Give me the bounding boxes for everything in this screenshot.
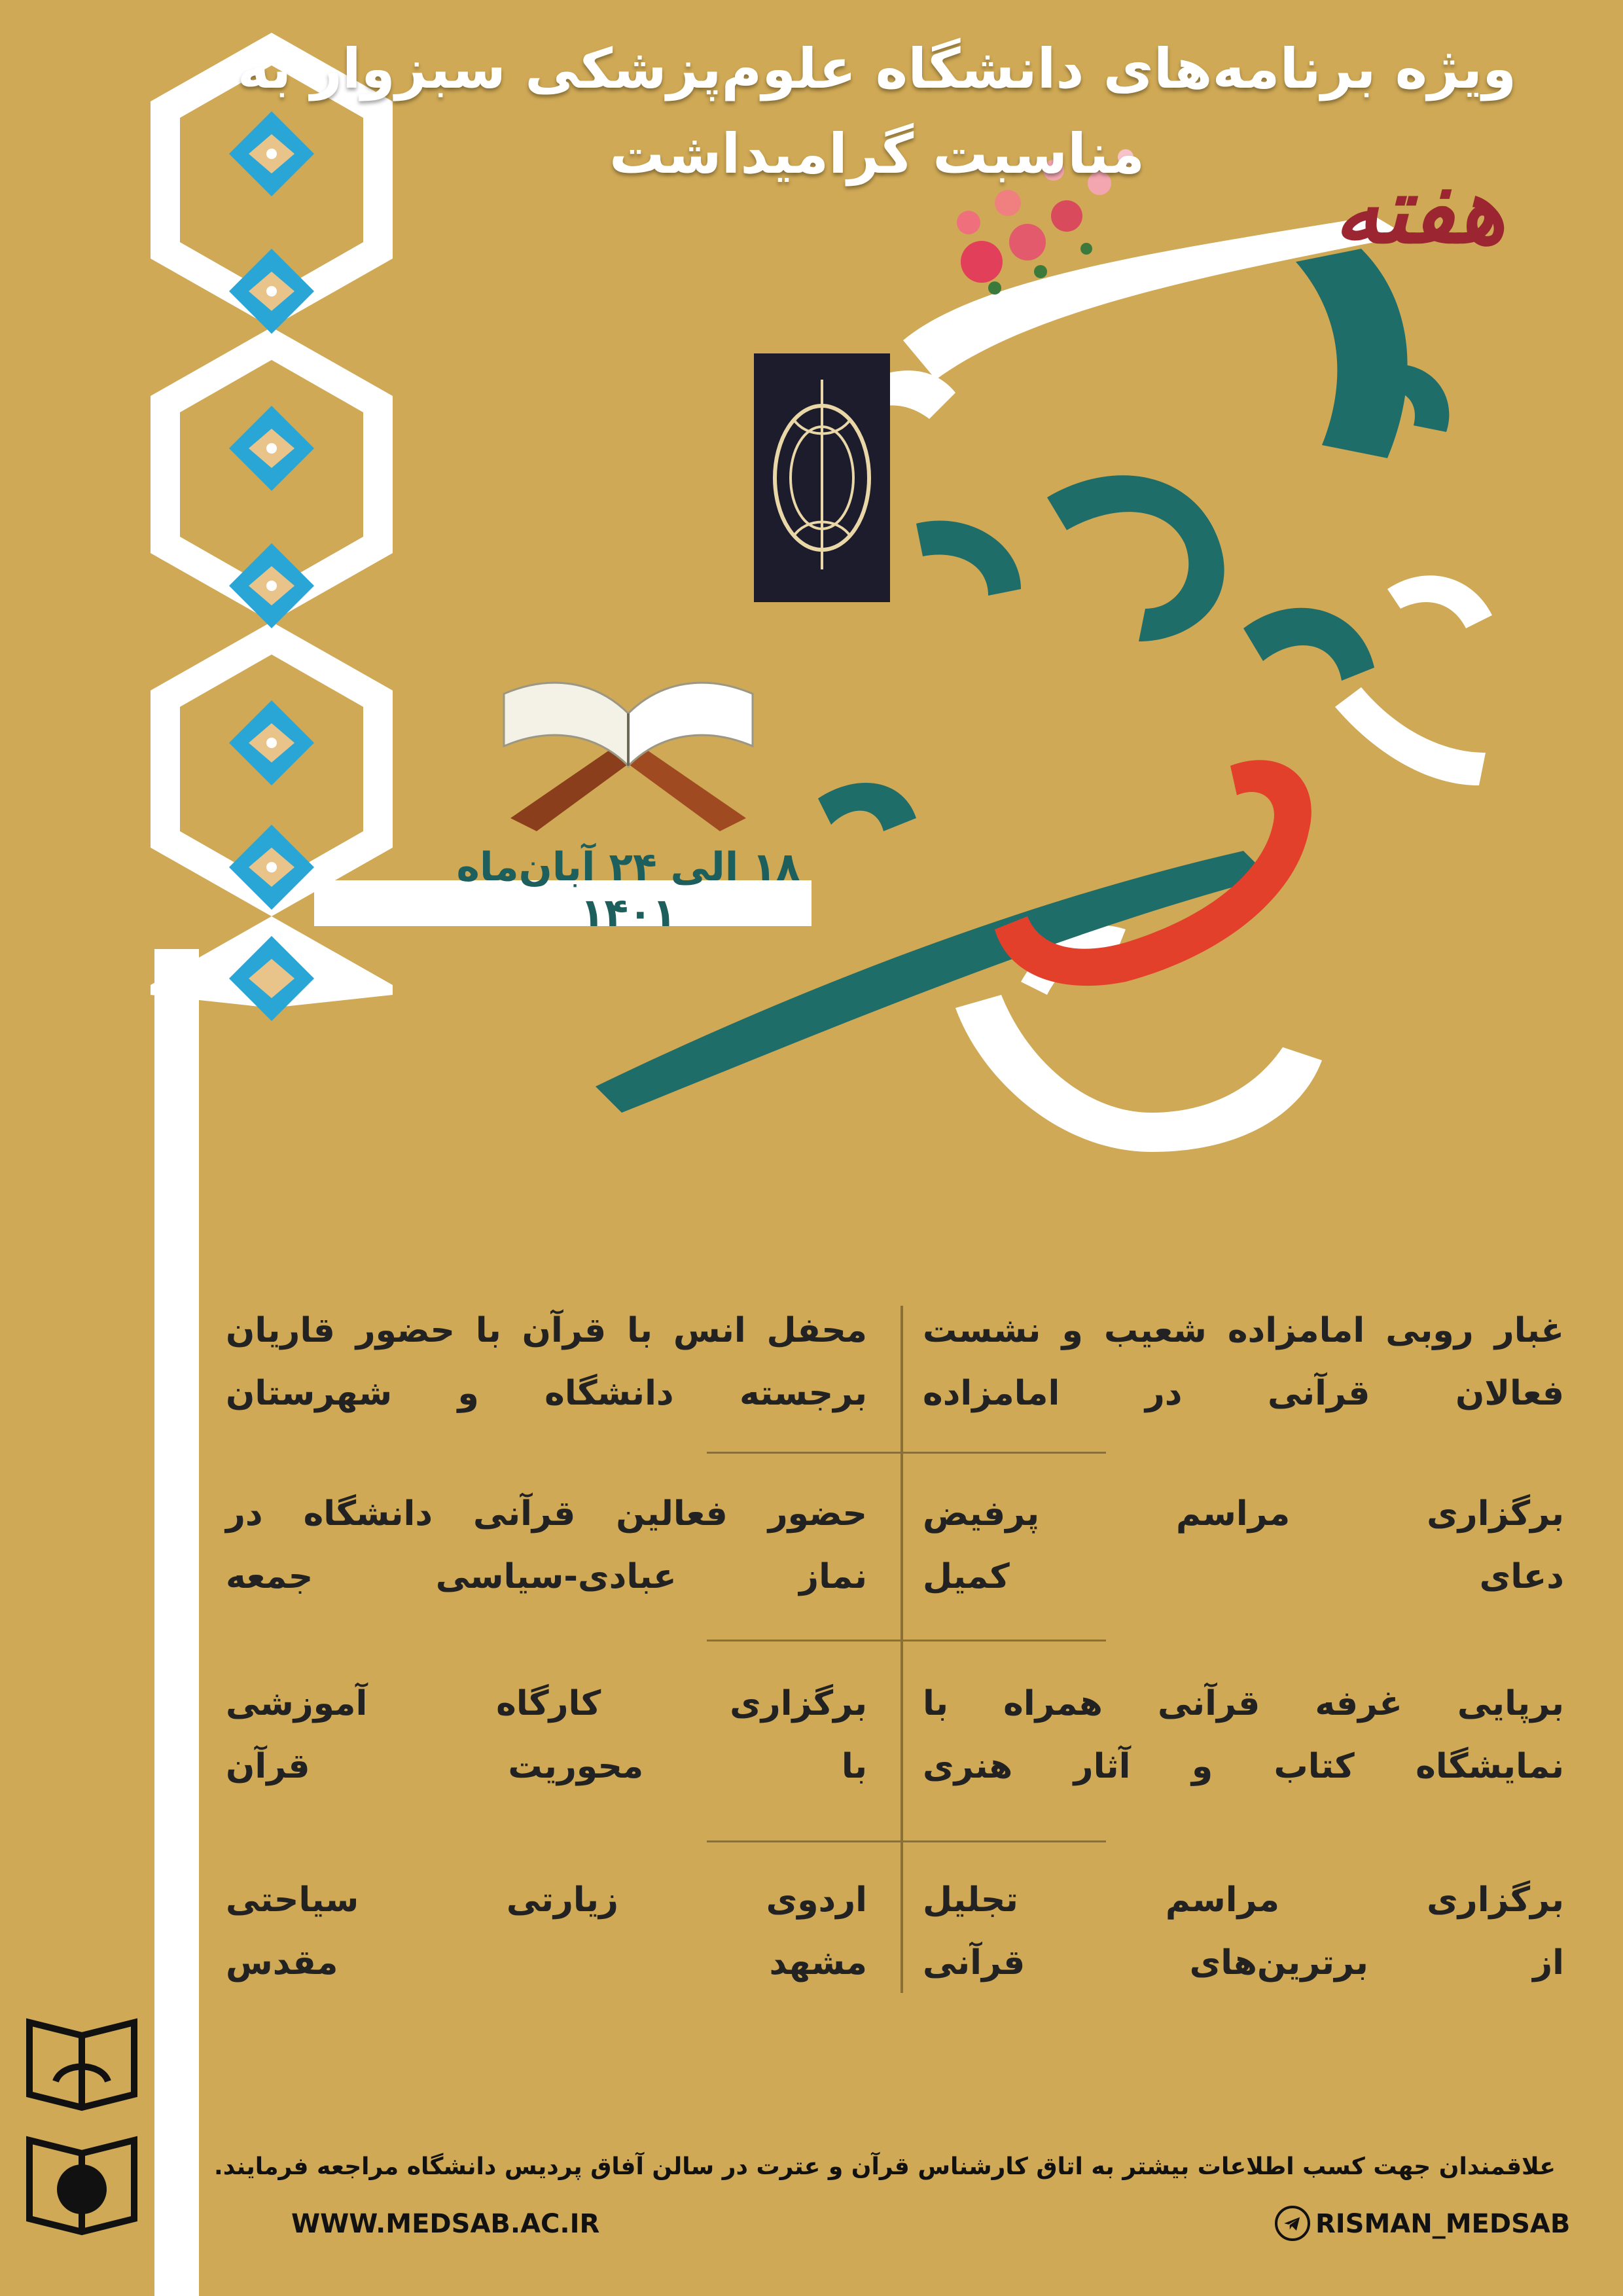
event-line: برجسته دانشگاه و شهرستان <box>226 1374 867 1413</box>
event-line: دعای کمیل <box>923 1557 1564 1596</box>
event-line: غبار روبی امامزاده شعیب و نشست <box>923 1311 1564 1350</box>
channel-link[interactable]: RISMAN_MEDSAB <box>1315 2209 1571 2239</box>
event-line: برپایی غرفه قرآنی همراه با <box>923 1684 1564 1723</box>
event-line: حضور فعالین قرآنی دانشگاه در <box>226 1494 867 1534</box>
calligraphy-panel <box>754 353 890 602</box>
row-divider <box>707 1640 1106 1641</box>
event-item <box>226 1482 867 1608</box>
event-line: از برترین‌های قرآنی <box>923 1943 1564 1982</box>
event-line: محفل انس با قرآن با حضور قاریان <box>226 1311 867 1350</box>
telegram-icon <box>1275 2206 1310 2241</box>
row-divider <box>707 1840 1106 1842</box>
row-divider <box>707 1452 1106 1454</box>
event-item <box>226 1869 867 1994</box>
open-book-logo <box>16 2009 147 2238</box>
event-line: برگزاری کارگاه آموزشی <box>226 1684 867 1723</box>
footer-note: علاقمندان جهت کسب اطلاعات بیشتر به اتاق کارشناس قرآن و عترت در سالن آفاق پردیس دانشگاه مراجعه فرمایند. <box>214 2153 1556 2180</box>
event-item <box>923 1299 1564 1425</box>
event-line: با محوریت قرآن <box>226 1747 867 1786</box>
event-line: نماز عبادی-سیاسی جمعه <box>226 1557 867 1596</box>
event-line: مشهد مقدس <box>226 1943 867 1982</box>
designer-signature <box>165 2094 204 2291</box>
quran-book-icon <box>484 655 772 844</box>
page-title: ویژه برنامه‌های دانشگاه علوم‌پزشکی سبزوار به مناسبت گرامیداشت <box>237 37 1517 186</box>
event-date: ۱۸ الی ۲۴ آبان‌ماه ۱۴۰۱ <box>456 844 800 936</box>
event-item <box>226 1672 867 1798</box>
event-item <box>923 1482 1564 1608</box>
event-line: نمایشگاه کتاب و آثار هنری <box>923 1747 1564 1786</box>
event-line: فعالان قرآنی در امامزاده <box>923 1374 1564 1413</box>
event-item <box>226 1299 867 1425</box>
week-word: هفته <box>1334 157 1505 264</box>
website-link[interactable]: WWW.MEDSAB.AC.IR <box>291 2209 600 2239</box>
event-line: برگزاری مراسم پرفیض <box>923 1494 1564 1534</box>
event-item <box>923 1869 1564 1994</box>
column-divider <box>901 1306 903 1993</box>
event-item <box>923 1672 1564 1798</box>
event-line: برگزاری مراسم تجلیل <box>923 1880 1564 1920</box>
event-line: اردوی زیارتی سیاحتی <box>226 1880 867 1920</box>
